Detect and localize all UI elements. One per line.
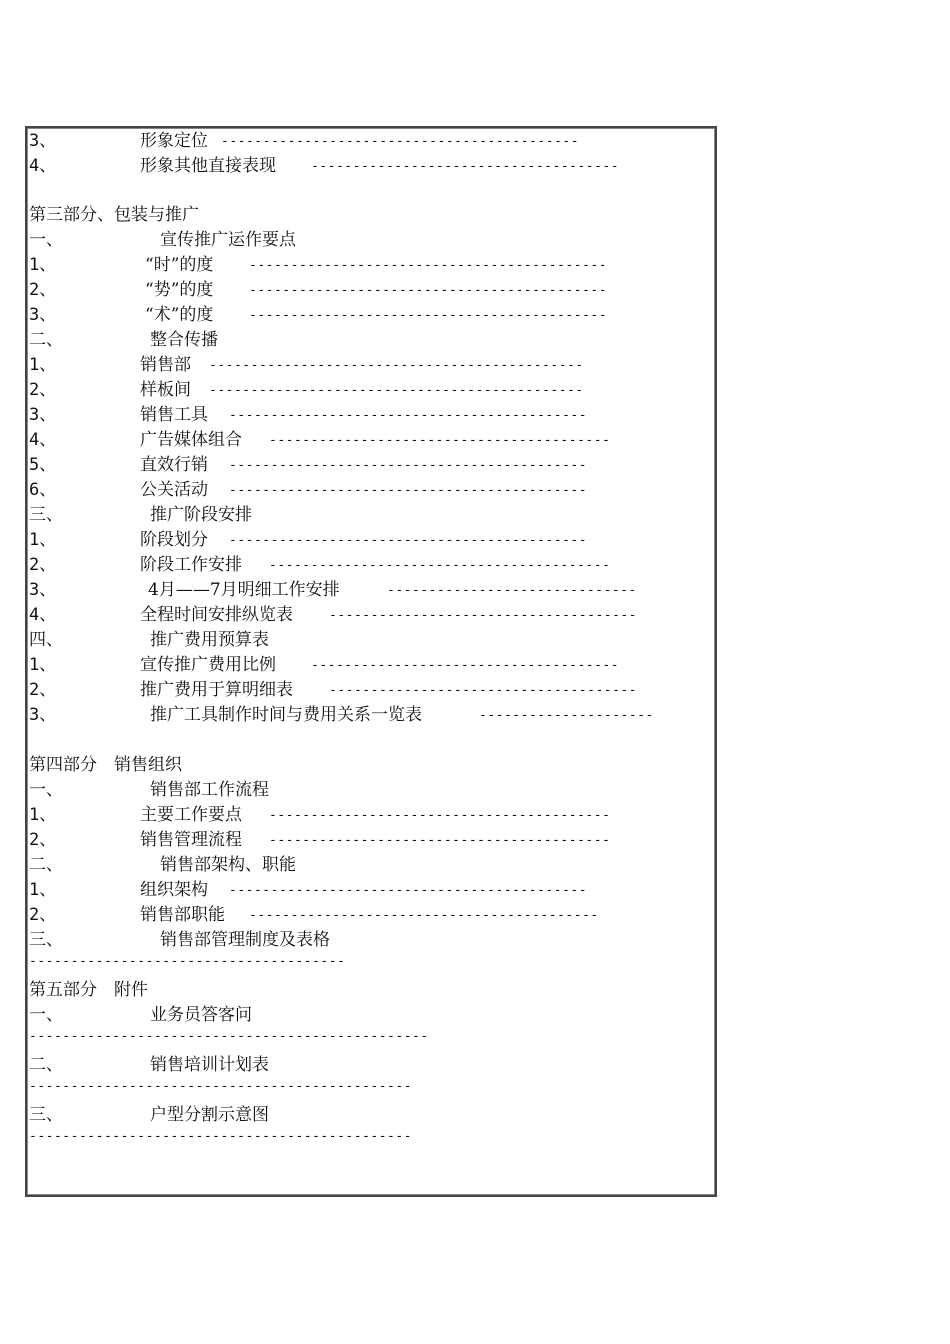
toc-entry-number: 1、: [29, 255, 57, 275]
toc-entry-leader: -------------------------------------------: [221, 134, 580, 149]
toc-entry-leader: ---------------------------------------------: [209, 383, 584, 398]
toc-entry-number: 5、: [29, 455, 57, 475]
toc-entry-leader: -------------------------------------------: [229, 533, 588, 548]
toc-entry-title: “势”的度: [145, 280, 214, 300]
toc-section-leader: ----------------------------------------------: [29, 1129, 413, 1144]
toc-section-number: 二、: [29, 330, 63, 350]
toc-entry-title: “时”的度: [145, 255, 214, 275]
toc-entry-title: 直效行销: [140, 455, 208, 475]
toc-section-number: 三、: [29, 930, 63, 950]
toc-entry-title: 广告媒体组合: [140, 430, 242, 450]
toc-section-title: 推广阶段安排: [150, 505, 252, 525]
toc-entry-leader: ------------------------------------------: [249, 908, 599, 923]
toc-entry-title: 4月——7月明细工作安排: [148, 580, 340, 600]
toc-entry-leader: -------------------------------------: [311, 658, 620, 673]
toc-entry-title: 公关活动: [140, 480, 208, 500]
toc-section-title: 宣传推广运作要点: [160, 230, 296, 250]
toc-entry-leader: -------------------------------------------: [229, 483, 588, 498]
toc-entry-number: 2、: [29, 555, 57, 575]
toc-entry-number: 2、: [29, 830, 57, 850]
toc-entry-leader: -------------------------------------------: [229, 883, 588, 898]
toc-entry-leader: -----------------------------------------: [269, 833, 611, 848]
toc-section-title: 销售培训计划表: [150, 1055, 269, 1075]
toc-entry-title: 销售工具: [140, 405, 208, 425]
toc-entry-number: 2、: [29, 680, 57, 700]
toc-entry-number: 1、: [29, 880, 57, 900]
toc-section-number: 三、: [29, 505, 63, 525]
toc-entry-title: 宣传推广费用比例: [140, 655, 276, 675]
toc-entry-leader: -----------------------------------------: [269, 433, 611, 448]
toc-entry-title: 阶段工作安排: [140, 555, 242, 575]
toc-section-number: 一、: [29, 1005, 63, 1025]
toc-entry-title: 样板间: [140, 380, 191, 400]
toc-entry-number: 1、: [29, 655, 57, 675]
toc-entry-number: 1、: [29, 355, 57, 375]
toc-entry-leader: ---------------------------------------------: [209, 358, 584, 373]
toc-entry-title: “术”的度: [145, 305, 214, 325]
toc-entry-number: 3、: [29, 305, 57, 325]
part-heading-title: 第三部分、包装与推广: [29, 205, 199, 225]
toc-section-title: 整合传播: [150, 330, 218, 350]
toc-entry-title: 全程时间安排纵览表: [140, 605, 293, 625]
toc-entry-leader: -------------------------------------------: [229, 408, 588, 423]
toc-entry-leader: -------------------------------------: [329, 683, 638, 698]
toc-section-leader: --------------------------------------: [29, 954, 346, 969]
toc-section-leader: ----------------------------------------------: [29, 1079, 413, 1094]
toc-entry-number: 1、: [29, 530, 57, 550]
toc-entry-number: 1、: [29, 805, 57, 825]
toc-entry-number: 4、: [29, 430, 57, 450]
toc-entry-leader: -------------------------------------: [311, 159, 620, 174]
toc-entry-number: 3、: [29, 405, 57, 425]
toc-entry-title: 形象其他直接表现: [140, 156, 276, 176]
toc-entry-title: 推广费用于算明细表: [140, 680, 293, 700]
toc-entry-number: 3、: [29, 131, 57, 151]
toc-section-title: 销售部工作流程: [150, 780, 269, 800]
document-page-frame: [25, 126, 717, 1197]
toc-entry-leader: -----------------------------------------: [269, 808, 611, 823]
toc-entry-title: 销售部: [140, 355, 191, 375]
toc-entry-title: 形象定位: [140, 131, 208, 151]
toc-entry-title: 阶段划分: [140, 530, 208, 550]
toc-entry-title: 销售管理流程: [140, 830, 242, 850]
toc-entry-number: 2、: [29, 380, 57, 400]
toc-entry-number: 3、: [29, 580, 57, 600]
toc-entry-number: 4、: [29, 156, 57, 176]
toc-entry-title: 推广工具制作时间与费用关系一览表: [150, 705, 422, 725]
toc-section-number: 二、: [29, 855, 63, 875]
toc-entry-title: 组织架构: [140, 880, 208, 900]
toc-entry-number: 3、: [29, 705, 57, 725]
toc-entry-number: 6、: [29, 480, 57, 500]
part-heading-title: 第四部分 销售组织: [29, 755, 182, 775]
toc-section-number: 三、: [29, 1105, 63, 1125]
toc-entry-leader: ---------------------: [479, 708, 654, 723]
toc-entry-leader: -----------------------------------------: [269, 558, 611, 573]
toc-entry-leader: -------------------------------------------: [249, 308, 608, 323]
toc-entry-leader: -------------------------------------------: [249, 283, 608, 298]
toc-section-number: 四、: [29, 630, 63, 650]
toc-entry-title: 主要工作要点: [140, 805, 242, 825]
toc-entry-number: 2、: [29, 905, 57, 925]
toc-section-number: 二、: [29, 1055, 63, 1075]
part-heading-title: 第五部分 附件: [29, 980, 148, 1000]
toc-section-title: 销售部管理制度及表格: [160, 930, 330, 950]
toc-entry-leader: -------------------------------------------: [249, 258, 608, 273]
toc-entry-leader: -------------------------------------------: [229, 458, 588, 473]
toc-section-title: 户型分割示意图: [150, 1105, 269, 1125]
toc-entry-leader: ------------------------------: [387, 583, 637, 598]
toc-entry-number: 2、: [29, 280, 57, 300]
toc-section-title: 销售部架构、职能: [160, 855, 296, 875]
toc-section-leader: ------------------------------------------------: [29, 1029, 429, 1044]
toc-entry-title: 销售部职能: [140, 905, 225, 925]
toc-section-title: 业务员答客问: [150, 1005, 252, 1025]
toc-section-title: 推广费用预算表: [150, 630, 269, 650]
toc-section-number: 一、: [29, 230, 63, 250]
toc-entry-number: 4、: [29, 605, 57, 625]
toc-section-number: 一、: [29, 780, 63, 800]
toc-entry-leader: -------------------------------------: [329, 608, 638, 623]
